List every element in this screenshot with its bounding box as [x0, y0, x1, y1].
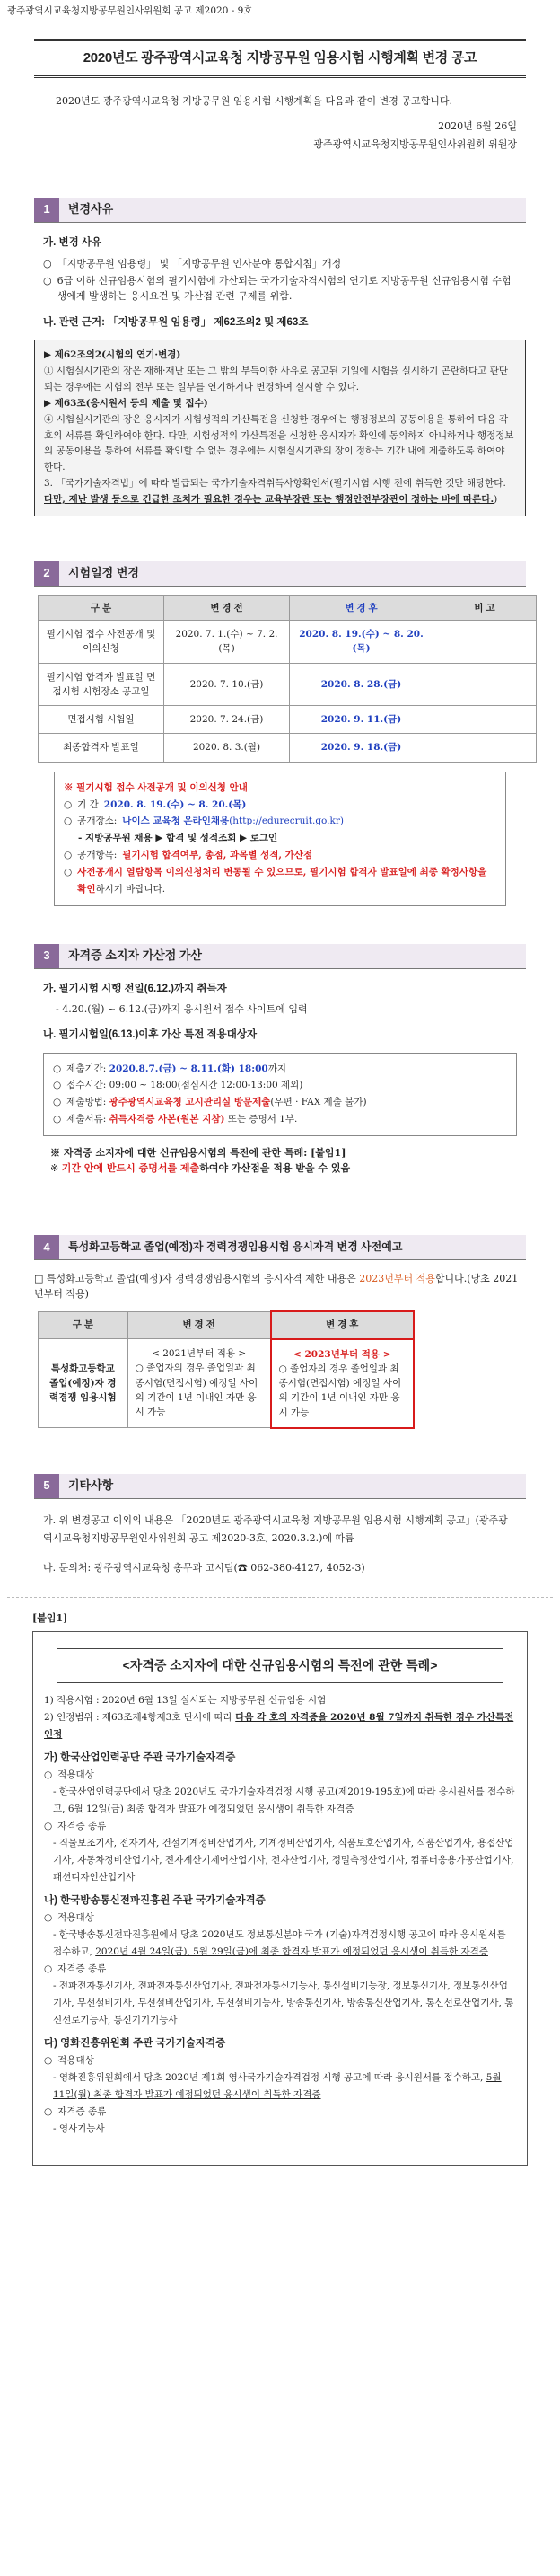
cell-after: 2020. 8. 19.(수) ~ 8. 20.(목) [290, 621, 433, 664]
s1-ga: 가. 변경 사유 [43, 236, 102, 248]
cell-item: 특성화고등학교 졸업(예정)자 경력경쟁 임용시험 [39, 1339, 128, 1428]
s3-ga-detail: - 4.20.(월) ~ 6.12.(금)까지 응시원서 접수 사이트에 입력 [56, 1002, 308, 1015]
after-head: < 2023년부터 적용 > [293, 1348, 391, 1360]
submit-period-tail: 까지 [267, 1063, 286, 1074]
cell-before [127, 1339, 270, 1428]
section-title: 특성화고등학교 졸업(예정)자 경력경쟁임용시험 응시자격 변경 사전예고 [59, 1235, 526, 1259]
appendix-box [32, 1631, 528, 2166]
col-header: 변 경 전 [127, 1311, 270, 1338]
cell-after: 2020. 9. 18.(금) [290, 734, 433, 762]
appendix-da-types-label: 자격증 종류 [57, 2106, 107, 2117]
col-header: 비 고 [433, 595, 537, 620]
appendix-title: <자격증 소지자에 대한 신규임용시험의 특전에 관한 특례> [57, 1648, 503, 1683]
submit-method-label: 제출방법: [66, 1097, 107, 1108]
submit-period-value: 2020.8.7.(금) ~ 8.11.(화) 18:00 [109, 1063, 268, 1074]
circle-bullet-icon: ○ [44, 1963, 53, 1975]
table-row [39, 663, 537, 706]
cell-item: 최종합격자 발표일 [39, 734, 164, 762]
submit-method-tail: (우편 · FAX 제출 불가) [270, 1097, 367, 1108]
cell-before: 2020. 7. 10.(금) [164, 663, 290, 706]
s1-na: 나. 관련 근거: 「지방공무원 임용령」 제62조의2 및 제63조 [43, 316, 309, 328]
notice-period-value: 2020. 8. 19.(수) ~ 8. 20.(목) [103, 798, 247, 810]
table-row [39, 734, 537, 762]
submit-hours [53, 1077, 507, 1094]
s1-bullet-2-text: 6급 이하 신규임용시험의 필기시험에 가산되는 국가기술자격시험의 연기로 지방공무원 신규임용시험 수험생에게 발생하는 응시요건 및 가산점 관련 구제를 위함. [57, 275, 512, 303]
submit-docs-label: 제출서류: [66, 1114, 107, 1125]
s3-note-2-tail: 하여야 가산점을 적용 받을 수 있음 [199, 1162, 351, 1175]
intro [43, 93, 517, 154]
submit-method-value: 광주광역시교육청 고시관리실 방문제출 [109, 1097, 271, 1108]
notice-warning-text: 사전공개시 열람항목 이의신청처리 변동될 수 있으므로, 필기시험 합격자 발표일에 최종 확정사항을 확인 [77, 867, 487, 895]
appendix-ga-types [44, 1818, 516, 1835]
table-row [39, 1339, 415, 1428]
appendix-da-target [44, 2052, 516, 2069]
gov-header: 광주광역시교육청지방공무원인사위원회 공고 제2020 - 9호 [7, 0, 553, 22]
section-number: 2 [34, 561, 59, 586]
notice-content-label: 공개항목: [77, 850, 118, 861]
law-para-3c: ) [494, 493, 498, 505]
circle-bullet-icon: ○ [64, 867, 73, 878]
appendix-na-heading: 나) 한국방송통신전파진흥원 주관 국가기술자격증 [44, 1894, 266, 1906]
notice-warning [64, 864, 496, 898]
table-header-row [39, 1311, 415, 1338]
notice-box [54, 772, 506, 906]
s3-body [43, 982, 517, 1044]
appendix-ga-types-label: 자격증 종류 [57, 1821, 107, 1832]
circle-bullet-icon: ○ [53, 1097, 62, 1108]
s5-body [43, 1512, 517, 1577]
cell-before: 2020. 8. 3.(월) [164, 734, 290, 762]
appendix-na-types [44, 1961, 516, 1978]
notice-content-value: 필기시험 합격여부, 총점, 과목별 성적, 가산점 [122, 850, 313, 861]
circle-bullet-icon: ○ [53, 1063, 62, 1074]
da-target-a: - 영화진흥위원회에서 당초 2020년 제1회 영사국가기술자격검정 시행 공고에 따라 응시원서를 접수하고, [53, 2072, 486, 2084]
appendix-p2-a: 2) 인정범위 : 제63조제4항제3호 단서에 따라 [44, 1712, 236, 1724]
submit-docs [53, 1111, 507, 1128]
law-para-3 [44, 476, 516, 508]
ga-target-a: - 한국산업인력공단에서 당초 2020년도 국가기술자격검정 시행 공고(제2019-195호)에 따라 응시원서를 접수하고, [53, 1786, 515, 1815]
appendix-na-types-text: - 전파전자통신기사, 전파전자통신산업기사, 전파전자통신기능사, 통신설비기능장, 정보통신기사, 정보통신산업기사, 무선설비기사, 무선설비산업기사, 무선설비기능사, 방송통신기사, 방송통신산업기사, 통신선로산업기사, 통신선로기능사, 통신기기기능사 [53, 1980, 514, 2025]
appendix-da-target-label: 적용대상 [57, 2055, 94, 2067]
divider [7, 1597, 553, 1598]
notice-warning-tail: 하시기 바랍니다. [95, 883, 166, 895]
section-title: 기타사항 [59, 1474, 526, 1498]
cell-note [433, 621, 537, 664]
cell-note [433, 706, 537, 734]
page-title: 2020년도 광주광역시교육청 지방공무원 임용시험 시행계획 변경 공고 [34, 39, 526, 77]
eligibility-table [38, 1310, 415, 1429]
circle-bullet-icon: ○ [44, 1821, 53, 1832]
law-heading-2: ▶ 제63조(응시원서 등의 제출 및 접수) [44, 397, 208, 409]
circle-bullet-icon: ○ [44, 2055, 53, 2067]
before-body: ○ 졸업자의 경우 졸업일과 최종시험(면접시험) 예정일 사이의 기간이 1년 이내인 자만 응시 가능 [135, 1363, 258, 1418]
table-row [39, 706, 537, 734]
notice-place-link[interactable]: (http://edurecruit.go.kr) [229, 816, 345, 827]
table-row [39, 621, 537, 664]
s4-desc [34, 1271, 526, 1301]
cell-before: 2020. 7. 1.(수) ~ 7. 2.(목) [164, 621, 290, 664]
s3-note-2-red: 기간 안에 반드시 증명서를 제출 [61, 1162, 200, 1175]
before-head: < 2021년부터 적용 > [152, 1348, 247, 1360]
law-heading-1: ▶ 제62조의2(시험의 연기·변경) [44, 349, 181, 361]
s3-ga [43, 982, 517, 998]
appendix-p2-b: 다음 각 호의 자격증을 2020년 8월 7일까지 취득한 경우 가산특전 인정 [44, 1712, 514, 1740]
appendix-ga-types-text: - 직물보조기사, 전자기사, 건설기계정비산업기사, 기계정비산업기사, 식품보호산업기사, 식품산업기사, 용접산업기사, 자동차정비산업기사, 전자계산기제어산업기사, 전자산업기사, 정밀측정산업기사, 컴퓨터응용가공산업기사, 패션디자인산업기사 [53, 1838, 514, 1883]
after-body: ○ 졸업자의 경우 졸업일과 최종시험(면접시험) 예정일 사이의 기간이 1년 이내인 자만 응시 가능 [278, 1363, 402, 1418]
section-number: 5 [34, 1474, 59, 1498]
s4-desc-tail: 합니다.(당초 2021년부터 적용) [34, 1273, 519, 1301]
table-header-row [39, 595, 537, 620]
circle-bullet-icon: ○ [44, 1912, 53, 1924]
cell-note [433, 663, 537, 706]
s3-note-2 [50, 1160, 510, 1176]
submit-docs-tail: 또는 증명서 1부. [224, 1114, 298, 1125]
section-1-header [34, 198, 526, 223]
appendix-da-target-text [44, 2069, 516, 2104]
s1-bullet-1 [43, 256, 517, 271]
law-para-2: ④ 시험실시기관의 장은 응시자가 시험성적의 가산특전을 신청한 경우에는 행정정보의 공동이용을 통하여 다음 각 호의 서류를 확인하여야 한다. 다만, 시험성적의 가산특전을 신청한 응시자가 확인에 동의하지 아니하거나 행정정보의 공동이용을 통하여 서류를 확인할 수 없는 경우에는 시험실시기관의 장이 정하는 기간 내에 제출하도록 하여야 한다. [44, 413, 514, 473]
da-target-u: 5월 11일(월) 최종 합격자 발표가 예정되었던 응시생이 취득한 자격증 [53, 2072, 502, 2101]
s1-bullet-1-text: 「지방공무원 임용령」 및 「지방공무원 인사분야 통합지침」개정 [57, 258, 342, 270]
circle-bullet-icon: ○ [64, 798, 73, 810]
intro-text: 2020년도 광주광역시교육청 지방공무원 임용시험 시행계획을 다음과 같이 변경 공고합니다. [56, 94, 452, 107]
submit-period [53, 1061, 507, 1078]
na-target-a: - 한국방송통신전파진흥원에서 당초 2020년도 정보통신분야 국가 (기술)자격검정시행 공고에 따라 응시원서를 접수하고, [53, 1929, 506, 1958]
submit-method [53, 1094, 507, 1111]
s4-desc-red: 2023년부터 적용 [359, 1273, 435, 1285]
law-para-1: ① 시험실시기관의 장은 재해·재난 또는 그 밖의 부득이한 사유로 공고된 기일에 시험을 실시하기 곤란하다고 판단되는 경우에는 시험의 전부 또는 일부를 연기하거나 변경하여 실시할 수 있다. [44, 366, 508, 393]
submit-hours-text: 접수시간: 09:00 ~ 18:00(점심시간 12:00-13:00 제외) [66, 1080, 303, 1091]
cell-after [271, 1339, 414, 1428]
appendix-na-target-label: 적용대상 [57, 1912, 94, 1924]
submit-docs-value: 취득자격증 사본(원본 지참) [109, 1114, 225, 1125]
section-3-header [34, 944, 526, 969]
appendix-da-heading: 다) 영화진흥위원회 주관 국가기술자격증 [44, 2037, 226, 2049]
law-box [34, 340, 526, 516]
s3-note-2-mark: ※ [50, 1162, 62, 1175]
na-target-u: 2020년 4월 24일(금), 5월 29일(금)에 최종 합격자 발표가 예정되었던 응시생이 취득한 자격증 [95, 1946, 488, 1958]
appendix-na-types-label: 자격증 종류 [57, 1963, 107, 1975]
schedule-table [38, 595, 537, 763]
cell-before: 2020. 7. 24.(금) [164, 706, 290, 734]
s3-note-1: ※ 자격증 소지자에 대한 신규임용시험의 특전에 관한 특례: [붙임1] [50, 1147, 346, 1160]
col-header: 변 경 전 [164, 595, 290, 620]
circle-bullet-icon: ○ [64, 850, 73, 861]
section-2-header [34, 561, 526, 587]
s3-na: 나. 필기시험일(6.13.)이후 가산 특전 적용대상자 [43, 1028, 258, 1040]
cell-note [433, 734, 537, 762]
appendix-ga-target-label: 적용대상 [57, 1769, 94, 1781]
cell-item: 필기시험 합격자 발표일 면접시험 시험장소 공고일 [39, 663, 164, 706]
appendix-na-target [44, 1910, 516, 1927]
law-para-3b: 다만, 재난 발생 등으로 긴급한 조치가 필요한 경우는 교육부장관 또는 행정안전부장관이 정하는 바에 따른다. [44, 493, 494, 505]
s5-text: 가. 위 변경공고 이외의 내용은 「2020년도 광주광역시교육청 지방공무원 임용시험 시행계획 공고」(광주광역시교육청지방공무원인사위원회 공고 제2020-3호, 2020.3.2.)에 따름 [43, 1513, 508, 1545]
notice-place-value: 나이스 교육청 온라인채용 [122, 816, 230, 827]
section-4-header [34, 1235, 526, 1260]
appendix-da-types [44, 2104, 516, 2121]
intro-date: 2020년 6월 26일 [438, 119, 517, 132]
col-header: 구 분 [39, 595, 164, 620]
notice-period-label: 기 간 [77, 798, 99, 810]
circle-bullet-icon: ○ [64, 816, 73, 827]
col-header: 구 분 [39, 1311, 128, 1338]
cell-item: 면접시험 시험일 [39, 706, 164, 734]
appendix-ga-heading: 가) 한국산업인력공단 주관 국가기술자격증 [44, 1751, 236, 1763]
appendix-ga-target-text [44, 1784, 516, 1818]
appendix-da-types-text: - 영사기능사 [53, 2122, 105, 2134]
notice-path: - 지방공무원 채용 ▶ 합격 및 성적조회 ▶ 로그인 [78, 833, 278, 844]
submit-period-label: 제출기간: [66, 1063, 107, 1074]
s5-contact: 나. 문의처: 광주광역시교육청 총무과 고시팀(☎ 062-380-4127, 4052-3) [43, 1561, 365, 1574]
cell-after: 2020. 9. 11.(금) [290, 706, 433, 734]
circle-bullet-icon: ○ [44, 2106, 53, 2117]
section-title: 시험일정 변경 [59, 561, 526, 586]
appendix-p2 [44, 1709, 516, 1743]
cell-after: 2020. 8. 28.(금) [290, 663, 433, 706]
s3-ga-text: 가. 필기시험 시행 전일(6.12.)까지 취득자 [43, 983, 227, 994]
notice-title: ※ 필기시험 접수 사전공개 및 이의신청 안내 [64, 781, 248, 793]
intro-org: 광주광역시교육청지방공무원인사위원회 위원장 [313, 138, 517, 151]
cell-item: 필기시험 접수 사전공개 및 이의신청 [39, 621, 164, 664]
section-number: 1 [34, 198, 59, 222]
law-para-3a: 3. 「국가기술자격법」에 따라 발급되는 국가기술자격취득사항확인서(필기시험 시행 전에 취득한 것만 해당한다. [44, 478, 506, 490]
col-header: 변 경 후 [290, 595, 433, 620]
ga-target-u: 6월 12일(금) 최종 합격자 발표가 예정되었던 응시생이 취득한 자격증 [67, 1804, 354, 1815]
section-5-header [34, 1474, 526, 1499]
circle-bullet-icon: ○ [53, 1114, 62, 1125]
section-title: 변경사유 [59, 198, 526, 222]
notice-content [64, 847, 496, 864]
appendix-ga-target [44, 1767, 516, 1784]
circle-bullet-icon: ○ [53, 1080, 62, 1091]
appendix-p1: 1) 적용시험 : 2020년 6월 13일 실시되는 지방공무원 신규임용 시험 [44, 1695, 327, 1707]
notice-place [64, 813, 496, 830]
s3-notes [50, 1145, 510, 1176]
s1-body [43, 235, 517, 331]
appendix-label: [붙임1] [32, 1611, 68, 1624]
col-header: 변 경 후 [271, 1311, 414, 1338]
submission-box [43, 1053, 517, 1137]
s1-bullet-2 [43, 273, 517, 304]
circle-bullet-icon: ○ [44, 1769, 53, 1781]
section-number: 4 [34, 1235, 59, 1259]
notice-period [64, 797, 496, 814]
appendix-na-target-text [44, 1927, 516, 1961]
circle-bullet-icon: ○ [43, 258, 52, 270]
notice-place-label: 공개장소: [77, 816, 118, 827]
section-title: 자격증 소지자 가산점 가산 [59, 944, 526, 968]
circle-bullet-icon: ○ [43, 275, 52, 287]
s4-desc-a: □ 특성화고등학교 졸업(예정)자 경력경쟁임용시험의 응시자격 제한 내용은 [34, 1273, 360, 1285]
section-number: 3 [34, 944, 59, 968]
